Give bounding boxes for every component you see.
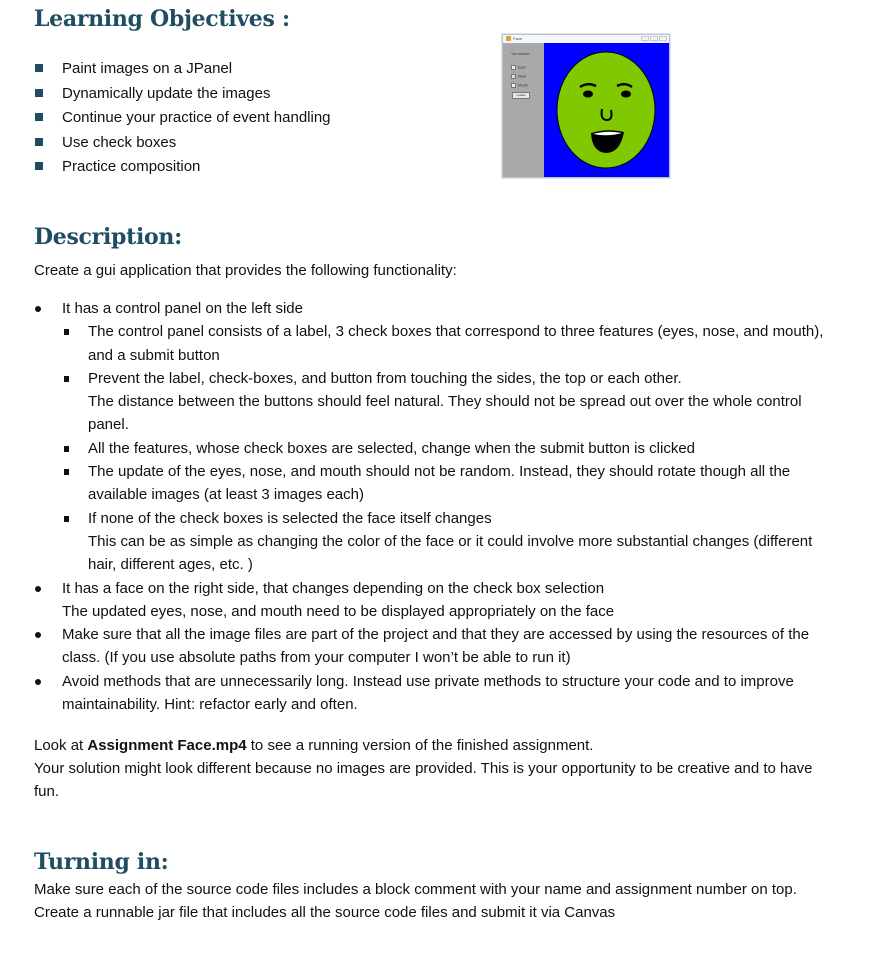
objective-item: Paint images on a JPanel <box>34 57 331 82</box>
choose-label: You choose... <box>511 52 533 56</box>
window-title: Face <box>513 36 522 41</box>
control-panel-subrequirements <box>62 320 854 576</box>
java-app-icon <box>506 36 511 41</box>
mouth-checkbox: Mouth <box>511 83 528 88</box>
turning-in-line-2: Create a runnable jar file that includes all the source code files and submit it via Canvas <box>34 904 616 921</box>
face-canvas <box>544 43 669 177</box>
control-panel <box>503 43 544 177</box>
requirement-item: It has a face on the right side, that changes depending on the check box selection The updated eyes, nose, and mouth need to be displayed appropriately on the face <box>34 577 854 624</box>
update-button: update <box>512 92 530 99</box>
nose-checkbox: Nose <box>511 74 526 79</box>
checkbox-checked-icon <box>511 74 516 79</box>
requirement-item: It has a control panel on the left side The control panel consists of a label, 3 check boxes that correspond to three features (eyes, nose, and mouth), and a submit button Prevent the label, check-boxes, and button from touching the sides, the top or each other. The distance between the buttons should feel natural. They should not be spread out over the whole control panel. All the features, whose check boxes are selected, change when the submit button is clicked The update of the eyes, nose, and mouth should not be random. Instead, they should rotate though all the available images (at least 3 images each) If none of the check boxes is selected the face itself changes This can be as simple as changing the color of the face or it could involve more substantial changes (different hair, different ages, etc. ) <box>34 297 854 577</box>
subrequirement-item: All the features, whose check boxes are selected, change when the submit button is clicked <box>62 437 854 460</box>
subrequirement-item: The update of the eyes, nose, and mouth should not be random. Instead, they should rotate though all the available images (at least 3 images each) <box>62 460 854 507</box>
learning-objectives-heading: Learning Objectives : <box>34 6 290 32</box>
solution-note-line-2: fun. <box>34 783 60 800</box>
objective-item: Dynamically update the images <box>34 82 331 107</box>
subrequirement-item: The control panel consists of a label, 3 check boxes that correspond to three features (eyes, nose, and mouth), and a submit button <box>62 320 854 367</box>
subrequirement-item: If none of the check boxes is selected the face itself changes This can be as simple as changing the color of the face or it could involve more substantial changes (different hair, different ages, etc. ) <box>62 507 854 577</box>
square-bullet-icon <box>35 138 43 146</box>
example-face-app-screenshot <box>502 34 670 178</box>
square-bullet-icon <box>64 516 69 522</box>
square-bullet-icon <box>35 64 43 72</box>
square-bullet-icon <box>64 376 69 382</box>
square-bullet-icon <box>64 446 69 452</box>
requirement-item: Avoid methods that are unnecessarily long. Instead use private methods to structure your code and to improve maintainability. Hint: refactor early and often. <box>34 670 854 717</box>
square-bullet-icon <box>64 469 69 475</box>
video-note: Look at Assignment Face.mp4 to see a running version of the finished assignment. <box>34 737 594 754</box>
face-icon <box>544 43 670 178</box>
round-bullet-icon <box>35 632 41 638</box>
round-bullet-icon <box>35 306 41 312</box>
learning-objectives-list <box>34 57 331 180</box>
minimize-icon <box>641 36 649 41</box>
maximize-icon <box>650 36 658 41</box>
requirement-item: Make sure that all the image files are part of the project and that they are accessed by using the resources of the class. (If you use absolute paths from your computer I won’t be able to run it) <box>34 623 854 670</box>
subrequirement-item: Prevent the label, check-boxes, and button from touching the sides, the top or each other. The distance between the buttons should feel natural. They should not be spread out over the whole control panel. <box>62 367 854 437</box>
eyes-checkbox: Eyes <box>511 65 526 70</box>
checkbox-unchecked-icon <box>511 65 516 70</box>
checkbox-unchecked-icon <box>511 83 516 88</box>
description-intro: Create a gui application that provides the following functionality: <box>34 262 457 279</box>
objective-item: Continue your practice of event handling <box>34 106 331 131</box>
solution-note-line-1: Your solution might look different because no images are provided. This is your opportunity to be creative and to have <box>34 760 813 777</box>
window-titlebar <box>503 35 669 43</box>
round-bullet-icon <box>35 586 41 592</box>
turning-in-line-1: Make sure each of the source code files includes a block comment with your name and assignment number on top. <box>34 881 797 898</box>
square-bullet-icon <box>35 89 43 97</box>
objective-item: Use check boxes <box>34 131 331 156</box>
close-icon <box>659 36 667 41</box>
square-bullet-icon <box>35 162 43 170</box>
square-bullet-icon <box>35 113 43 121</box>
square-bullet-icon <box>64 329 69 335</box>
round-bullet-icon <box>35 679 41 685</box>
video-filename: Assignment Face.mp4 <box>87 737 247 754</box>
turning-in-heading: Turning in: <box>34 849 169 875</box>
objective-item: Practice composition <box>34 155 331 180</box>
description-heading: Description: <box>34 224 182 250</box>
requirements-list <box>34 297 854 716</box>
